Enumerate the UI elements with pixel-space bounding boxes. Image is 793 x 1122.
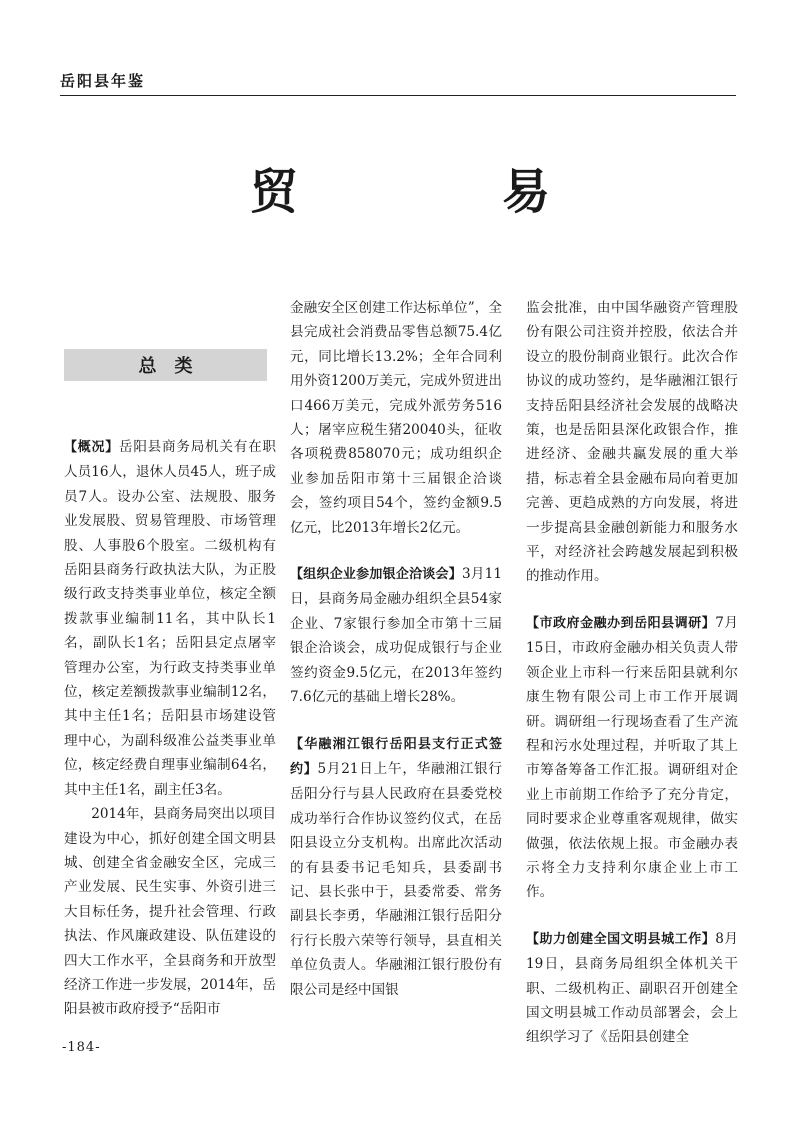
chapter-title-char: 贸 xyxy=(250,164,299,220)
text-column-3 xyxy=(526,296,738,1050)
article-huarong-branch xyxy=(290,732,502,1002)
article-body: 7月15日，市政府金融办相关负责人带领企业上市科一行来岳阳县就利尔康生物有限公司上市工作开展调研。调研组一行现场查看了生产流程和污水处理过程，并听取了其上市筹备筹备工作汇报。调研组对企业上市前期工作给予了充分肯定，同时要求企业尊重客观规律，做实做强，依法依规上报。市金融办表示将全力支持利尔康企业上市工作。 xyxy=(526,614,738,901)
text-column-1 xyxy=(64,435,276,1022)
article-heading-city-finance-office: 【市政府金融办到岳阳县调研】 xyxy=(526,615,716,631)
page-number: -184- xyxy=(62,1040,101,1055)
article-heading-bank-enterprise: 【组织企业参加银企洽谈会】 xyxy=(290,567,462,583)
article-bank-enterprise xyxy=(290,562,502,709)
section-heading-bar xyxy=(64,349,267,381)
section-heading: 总类 xyxy=(138,356,211,377)
chapter-title xyxy=(250,164,550,220)
chapter-title-char: 易 xyxy=(501,164,550,220)
article-paragraph-continued: 金融安全区创建工作达标单位”，全县完成社会消费品零售总额75.4亿元，同比增长13.2%；全年合同利用外资1200万美元，完成外贸进出口466万美元，完成外派劳务516人；屠宰应税生猪20040头，征收各项税费858070元；成功组织企业参加岳阳市第十三届银企洽谈会，签约项目54个，签约金额9.5亿元，比2013年增长2亿元。 xyxy=(290,300,502,536)
text-column-2 xyxy=(290,296,502,1002)
article-heading-civilized-county: 【助力创建全国文明县城工作】 xyxy=(526,931,716,947)
article-city-finance-office xyxy=(526,611,738,905)
article-body: 5月21日上午，华融湘江银行岳阳分行与县人民政府在县委党校成功举行合作协议签约仪式，在岳阳县设立分支机构。出席此次活动的有县委书记毛知兵，县委副书记、县长张中于，县委常委、常务副县长李勇，华融湘江银行岳阳分行行长殷六荣等行领导，县直相关单位负责人。华融湘江银行股份有限公司是经中国银 xyxy=(290,760,502,998)
article-overview xyxy=(64,435,276,802)
article-heading-overview: 【概况】 xyxy=(64,440,119,455)
article-body: 3月11日，县商务局金融办组织全县54家企业、7家银行参加全市第十三届银企洽谈会，成功促成银行与企业签约资金9.5亿元，在2013年签约7.6亿元的基础上增长28%。 xyxy=(290,566,502,706)
header-rule xyxy=(60,95,736,96)
article-body: 8月19日，县商务局组织全体机关干职、二级机构正、副职召开创建全国文明县城工作动员部署会，会上组织学习了《岳阳县创建全 xyxy=(526,930,738,1046)
article-paragraph-continued: 监会批准，由中国华融资产管理股份有限公司注资并控股，依法合并设立的股份制商业银行。此次合作协议的成功签约，是华融湘江银行支持岳阳县经济社会发展的战略决策，也是岳阳县深化政银合作，推进经济、金融共赢发展的重大举措，标志着全县金融布局向着更加完善、更趋成熟的方向发展，将进一步提高县金融创新能力和服务水平，对经济社会跨越发展起到积极的推动作用。 xyxy=(526,300,738,585)
running-title: 岳阳县年鉴 xyxy=(60,72,146,90)
article-civilized-county xyxy=(526,927,738,1050)
article-paragraph: 2014年，县商务局突出以项目建设为中心，抓好创建全国文明县城、创建全省金融安全区，完成三产业发展、民生实事、外资引进三大目标任务，提升社会管理、行政执法、作风廉政建设、队伍建设的四大工作水平，全县商务和开放型经济工作进一步发展，2014年，岳阳县被市政府授予“岳阳市 xyxy=(64,806,276,1018)
article-heading-huarong-branch: 【华融湘江银行岳阳县支行正式签约】 xyxy=(290,736,502,777)
article-body: 岳阳县商务局机关有在职人员16人，退休人员45人，班子成员7人。设办公室、法规股、服务业发展股、贸易管理股、市场管理股、人事股6个股室。二级机构有岳阳县商务行政执法大队，为正股级行政支持类事业单位，核定全额拨款事业编制11名，其中队长1名，副队长1名；岳阳县定点屠宰管理办公室，为行政支持类事业单位，核定差额拨款事业编制12名，其中主任1名；岳阳县市场建设管理中心，为副科级准公益类事业单位，核定经费自理事业编制64名，其中主任1名，副主任3名。 xyxy=(64,439,276,798)
